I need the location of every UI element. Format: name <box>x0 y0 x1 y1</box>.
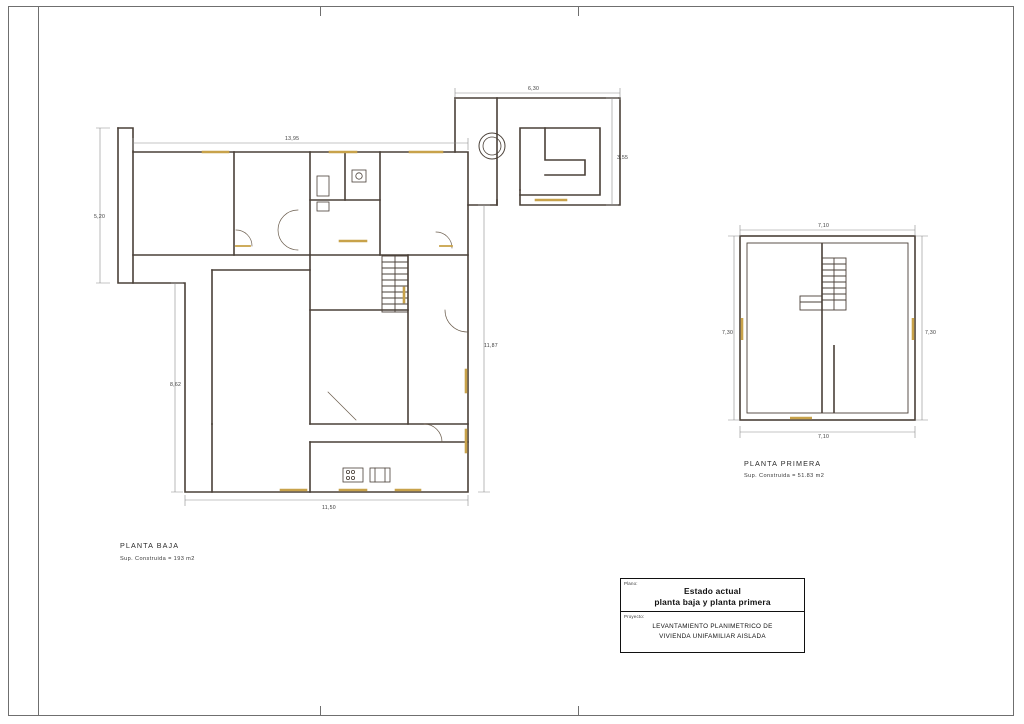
dim-first-left-height: 7,30 <box>722 330 734 336</box>
ground-floor-area: Sup. Construida = 193 m2 <box>120 556 195 562</box>
title-block-plano-row <box>621 579 804 612</box>
title-block-plano-line1: Estado actual <box>683 586 742 596</box>
frame-tick-bottom-2 <box>578 706 579 716</box>
title-block-plano-tag: Plano: <box>624 581 638 586</box>
dim-ground-left-upper-height: 5,20 <box>94 214 106 220</box>
dim-ground-top-width: 13,95 <box>285 136 300 142</box>
title-block-proyecto-tag: Proyecto: <box>624 614 645 619</box>
frame-tick-top-2 <box>578 6 579 16</box>
dim-ground-left-lower-height: 8,62 <box>170 382 182 388</box>
title-block-proyecto-line1: LEVANTAMIENTO PLANIMETRICO DE <box>652 623 773 630</box>
dim-ground-right-small-height: 3,55 <box>617 155 629 161</box>
dim-ground-bottom-width: 11,50 <box>322 505 336 511</box>
title-block-proyecto-text <box>621 612 804 641</box>
ground-floor-title: PLANTA BAJA <box>120 541 180 550</box>
dim-first-top-width: 7,10 <box>818 223 830 229</box>
dim-ground-right-height: 11,87 <box>484 343 498 349</box>
first-floor-area: Sup. Construida = 51.83 m2 <box>744 473 825 479</box>
dim-first-right-height: 7,30 <box>925 330 937 336</box>
first-floor-title: PLANTA PRIMERA <box>744 459 822 468</box>
sheet-inner-frame <box>38 6 1014 716</box>
frame-tick-top-1 <box>320 6 321 16</box>
title-block-plano-line2: planta baja y planta primera <box>654 597 771 607</box>
frame-tick-bottom-1 <box>320 706 321 716</box>
title-block-proyecto-line2: VIVIENDA UNIFAMILIAR AISLADA <box>659 632 766 640</box>
title-block-proyecto-row <box>621 612 804 652</box>
title-block-plano-text <box>621 579 804 608</box>
dim-ground-top-right-width: 6,30 <box>528 86 540 92</box>
dim-first-bottom-width: 7,10 <box>818 434 830 440</box>
title-block <box>620 578 805 653</box>
